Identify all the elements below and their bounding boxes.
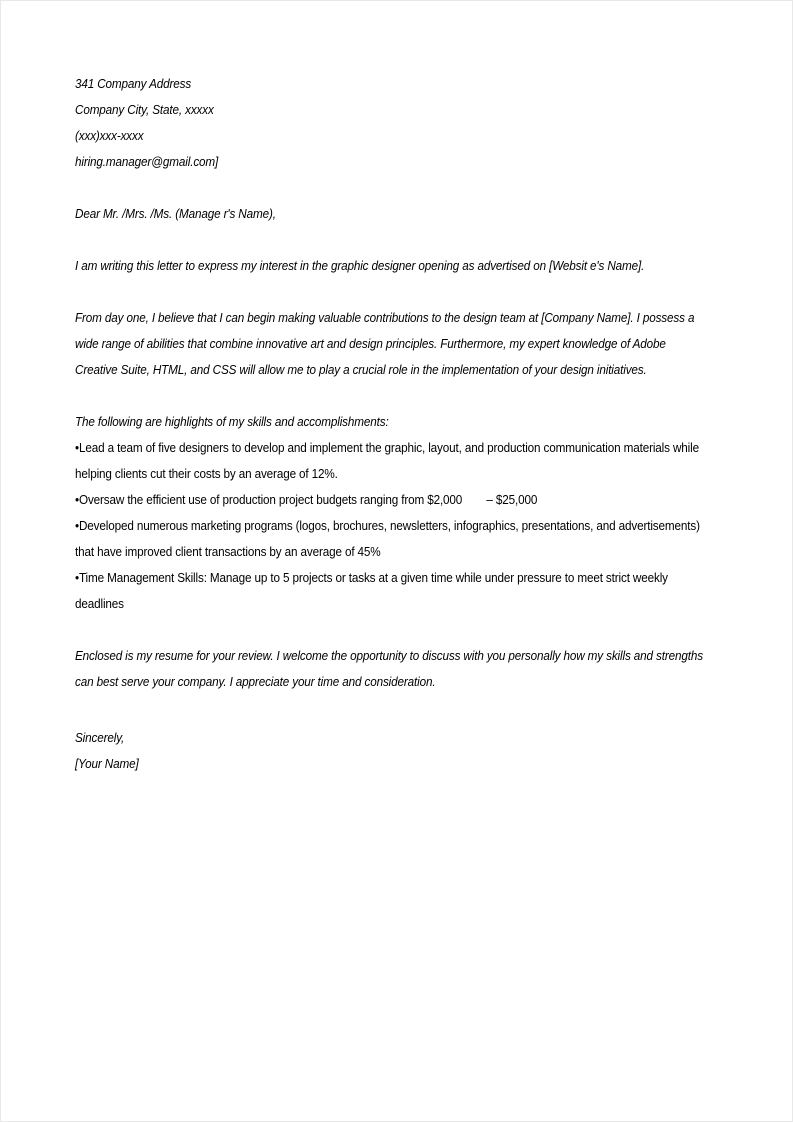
skills-intro-line: The following are highlights of my skills and accomplishments: xyxy=(75,415,389,429)
skills-bullet-list xyxy=(75,435,705,617)
bullet-point-icon: • xyxy=(75,493,79,507)
body-paragraph-1: I am writing this letter to express my interest in the graphic designer opening as advertised on [Websit e's Name]. xyxy=(75,259,645,273)
list-item-text: Developed numerous marketing programs (logos, brochures, newsletters, infographics, presentations, and advertisements) that have improved client transactions by an average of 45% xyxy=(75,519,700,559)
list-item xyxy=(75,435,705,487)
bullet-point-icon: • xyxy=(75,519,79,533)
spacer-before-closing xyxy=(75,617,705,643)
salutation: Dear Mr. /Mrs. /Ms. (Manage r's Name), xyxy=(75,207,276,221)
closing-paragraph: Enclosed is my resume for your review. I welcome the opportunity to discuss with you personally how my skills and strengths can best serve your company. I appreciate your time and consideration. xyxy=(75,649,703,689)
list-item xyxy=(75,513,705,565)
bullet-point-icon: • xyxy=(75,571,79,585)
list-item-text: Time Management Skills: Manage up to 5 projects or tasks at a given time while under pressure to meet strict weekly deadlines xyxy=(75,571,668,611)
address-line-city-state-zip: Company City, State, xxxxx xyxy=(75,103,214,117)
list-item-text: Lead a team of five designers to develop and implement the graphic, layout, and production communication materials while helping clients cut their costs by an average of 12%. xyxy=(75,441,699,481)
list-item xyxy=(75,565,705,617)
signature-name-placeholder: [Your Name] xyxy=(75,757,139,771)
spacer-before-salutation xyxy=(75,175,705,201)
spacer-before-skills xyxy=(75,383,705,409)
list-item xyxy=(75,487,705,513)
address-line-street: 341 Company Address xyxy=(75,77,192,91)
address-line-email: hiring.manager@gmail.com] xyxy=(75,155,219,169)
letterhead-block xyxy=(75,71,705,175)
closing-word: Sincerely, xyxy=(75,731,125,745)
list-item-text-before-gap: Oversaw the efficient use of production project budgets ranging from $2,000 xyxy=(78,493,463,507)
body-paragraph-2: From day one, I believe that I can begin making valuable contributions to the design team at [Company Name]. I possess a wide range of abilities that combine innovative art and design principles. Furthermore, my expert knowledge of Adobe Creative Suite, HTML, and CSS will allow me to play a crucial role in the implementation of your design initiatives. xyxy=(75,311,695,377)
spacer-after-paragraph-1 xyxy=(75,279,705,305)
list-item-text-after-gap: – $25,000 xyxy=(486,493,538,507)
address-line-phone: (xxx)xxx-xxxx xyxy=(75,129,144,143)
letter-content xyxy=(75,71,705,777)
spacer-after-salutation xyxy=(75,227,705,253)
bullet-point-icon: • xyxy=(75,441,79,455)
spacer-before-signature xyxy=(75,695,705,725)
signature-block xyxy=(75,725,705,777)
